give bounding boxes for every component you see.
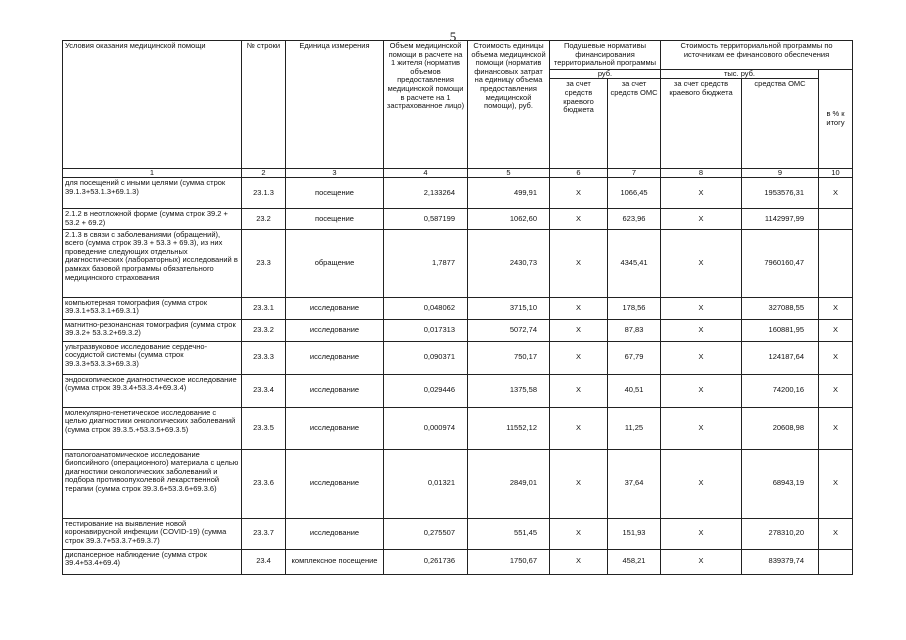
row-label: компьютерная томография (сумма строк 39.3.1+53.3.1+69.3.1) [63, 297, 242, 319]
row-oms-thousand: 20608,98 [742, 407, 819, 449]
column-number: 3 [286, 169, 384, 178]
row-regional-budget-rub: X [550, 209, 608, 229]
row-regional-budget-thousand: X [661, 297, 742, 319]
row-volume: 0,01321 [384, 449, 468, 518]
table-row [63, 407, 853, 449]
row-regional-budget-thousand: X [661, 374, 742, 407]
table-row [63, 209, 853, 229]
table-row [63, 341, 853, 374]
table-row [63, 319, 853, 341]
row-oms-rub: 11,25 [608, 407, 661, 449]
row-oms-thousand: 278310,20 [742, 518, 819, 549]
row-percent: X [819, 407, 853, 449]
row-volume: 0,000974 [384, 407, 468, 449]
row-volume: 0,275507 [384, 518, 468, 549]
medical-care-table [62, 40, 853, 575]
row-oms-rub: 623,96 [608, 209, 661, 229]
row-oms-thousand: 1142997,99 [742, 209, 819, 229]
row-label: тестирование на выявление новой коронавирусной инфекции (COVID-19) (сумма строк 39.3.7+53.3.7+69.3.7) [63, 518, 242, 549]
row-oms-rub: 37,64 [608, 449, 661, 518]
row-regional-budget-rub: X [550, 297, 608, 319]
row-oms-thousand: 68943,19 [742, 449, 819, 518]
row-volume: 0,261736 [384, 549, 468, 574]
table-row [63, 178, 853, 209]
header-program-cost: Стоимость территориальной программы по источникам ее финансового обеспечения [661, 41, 853, 70]
row-regional-budget-thousand: X [661, 407, 742, 449]
row-regional-budget-thousand: X [661, 449, 742, 518]
column-number: 5 [468, 169, 550, 178]
row-unit: исследование [286, 518, 384, 549]
row-cost: 1375,58 [468, 374, 550, 407]
row-number: 23.4 [242, 549, 286, 574]
row-cost: 5072,74 [468, 319, 550, 341]
row-oms-thousand: 124187,64 [742, 341, 819, 374]
row-oms-thousand: 1953576,31 [742, 178, 819, 209]
row-regional-budget-rub: X [550, 549, 608, 574]
row-regional-budget-thousand: X [661, 518, 742, 549]
row-number: 23.3.1 [242, 297, 286, 319]
header-cost: Стоимость единицы объема медицинской помощи (норматив финансовых затрат на единицу объема предоставления медицинской помощи), руб. [468, 41, 550, 169]
row-unit: посещение [286, 209, 384, 229]
row-number: 23.3.7 [242, 518, 286, 549]
row-number: 23.2 [242, 209, 286, 229]
row-volume: 0,587199 [384, 209, 468, 229]
row-cost: 499,91 [468, 178, 550, 209]
row-volume: 0,017313 [384, 319, 468, 341]
row-unit: посещение [286, 178, 384, 209]
table-row [63, 297, 853, 319]
row-regional-budget-thousand: X [661, 209, 742, 229]
row-percent: X [819, 178, 853, 209]
header-unit: Единица измерения [286, 41, 384, 169]
row-regional-budget-rub: X [550, 341, 608, 374]
row-regional-budget-rub: X [550, 229, 608, 297]
row-regional-budget-thousand: X [661, 341, 742, 374]
row-volume: 0,029446 [384, 374, 468, 407]
row-number: 23.3.6 [242, 449, 286, 518]
row-percent: X [819, 297, 853, 319]
row-unit: исследование [286, 297, 384, 319]
table-row [63, 549, 853, 574]
row-label: для посещений с иными целями (сумма строк 39.1.3+53.1.3+69.1.3) [63, 178, 242, 209]
column-number: 4 [384, 169, 468, 178]
row-oms-rub: 87,83 [608, 319, 661, 341]
header-row-no: № строки [242, 41, 286, 169]
row-oms-rub: 67,79 [608, 341, 661, 374]
row-percent: X [819, 319, 853, 341]
row-percent: X [819, 374, 853, 407]
row-number: 23.3 [242, 229, 286, 297]
page-number: 5 [449, 29, 457, 44]
row-cost: 2430,73 [468, 229, 550, 297]
row-cost: 551,45 [468, 518, 550, 549]
row-percent [819, 549, 853, 574]
header-oms-2: средства ОМС [742, 79, 819, 169]
header-per-capita: Подушевые нормативы финансирования территориальной программы [550, 41, 661, 70]
row-volume: 0,048062 [384, 297, 468, 319]
header-percent: в % к итогу [819, 69, 853, 169]
row-regional-budget-thousand: X [661, 549, 742, 574]
row-label: патологоанатомическое исследование биопсийного (операционного) материала с целью диагностики онкологических заболеваний и подбора противоопухолевой лекарственной терапии (сумма строк 39.3.6+53.3.6+69.3.6) [63, 449, 242, 518]
column-number: 8 [661, 169, 742, 178]
row-regional-budget-thousand: X [661, 319, 742, 341]
row-number: 23.3.3 [242, 341, 286, 374]
row-label: магнитно-резонансная томография (сумма строк 39.3.2+ 53.3.2+69.3.2) [63, 319, 242, 341]
row-volume: 1,7877 [384, 229, 468, 297]
header-oms-1: за счет средств ОМС [608, 79, 661, 169]
table-row [63, 518, 853, 549]
row-unit: комплексное посещение [286, 549, 384, 574]
row-label: 2.1.2 в неотложной форме (сумма строк 39.2 + 53.2 + 69.2) [63, 209, 242, 229]
row-percent: X [819, 518, 853, 549]
row-regional-budget-thousand: X [661, 229, 742, 297]
header-conditions: Условия оказания медицинской помощи [63, 41, 242, 169]
row-percent [819, 209, 853, 229]
row-oms-rub: 4345,41 [608, 229, 661, 297]
column-number: 1 [63, 169, 242, 178]
row-number: 23.1.3 [242, 178, 286, 209]
row-oms-thousand: 839379,74 [742, 549, 819, 574]
row-regional-budget-thousand: X [661, 178, 742, 209]
row-number: 23.3.5 [242, 407, 286, 449]
table-row [63, 374, 853, 407]
row-oms-thousand: 74200,16 [742, 374, 819, 407]
row-oms-rub: 40,51 [608, 374, 661, 407]
row-unit: исследование [286, 407, 384, 449]
row-cost: 750,17 [468, 341, 550, 374]
row-regional-budget-rub: X [550, 449, 608, 518]
row-oms-rub: 151,93 [608, 518, 661, 549]
row-cost: 2849,01 [468, 449, 550, 518]
row-oms-thousand: 160881,95 [742, 319, 819, 341]
row-number: 23.3.4 [242, 374, 286, 407]
header-rub: руб. [550, 69, 661, 79]
column-number: 9 [742, 169, 819, 178]
row-oms-rub: 1066,45 [608, 178, 661, 209]
row-regional-budget-rub: X [550, 374, 608, 407]
row-cost: 1750,67 [468, 549, 550, 574]
row-volume: 0,090371 [384, 341, 468, 374]
row-oms-rub: 458,21 [608, 549, 661, 574]
column-number: 2 [242, 169, 286, 178]
row-regional-budget-rub: X [550, 407, 608, 449]
row-cost: 11552,12 [468, 407, 550, 449]
header-thousand-rub: тыс. руб. [661, 69, 819, 79]
row-label: молекулярно-генетическое исследование с целью диагностики онкологических заболеваний (сумма строк 39.3.5.+53.3.5+69.3.5) [63, 407, 242, 449]
row-unit: исследование [286, 319, 384, 341]
row-label: диспансерное наблюдение (сумма строк 39.4+53.4+69.4) [63, 549, 242, 574]
table-row [63, 229, 853, 297]
header-volume: Объем медицинской помощи в расчете на 1 жителя (норматив объемов предоставления медицинской помощи в расчете на 1 застрахованное лицо) [384, 41, 468, 169]
row-volume: 2,133264 [384, 178, 468, 209]
row-cost: 3715,10 [468, 297, 550, 319]
row-oms-thousand: 7960160,47 [742, 229, 819, 297]
row-percent: X [819, 449, 853, 518]
row-label: 2.1.3 в связи с заболеваниями (обращений), всего (сумма строк 39.3 + 53.3 + 69.3), из них проведение следующих отдельных диагностических (лабораторных) исследований в рамках базовой программы обязательного медицинского страхования [63, 229, 242, 297]
row-oms-rub: 178,56 [608, 297, 661, 319]
column-number: 10 [819, 169, 853, 178]
row-percent [819, 229, 853, 297]
row-regional-budget-rub: X [550, 319, 608, 341]
row-unit: обращение [286, 229, 384, 297]
column-number: 7 [608, 169, 661, 178]
row-label: ультразвуковое исследование сердечно-сосудистой системы (сумма строк 39.3.3+53.3.3+69.3.3) [63, 341, 242, 374]
row-cost: 1062,60 [468, 209, 550, 229]
row-unit: исследование [286, 449, 384, 518]
row-regional-budget-rub: X [550, 178, 608, 209]
row-percent: X [819, 341, 853, 374]
column-numbers-row [63, 169, 853, 178]
row-label: эндоскопическое диагностическое исследование (сумма строк 39.3.4+53.3.4+69.3.4) [63, 374, 242, 407]
row-unit: исследование [286, 374, 384, 407]
header-regional-budget-2: за счет средств краевого бюджета [661, 79, 742, 169]
row-unit: исследование [286, 341, 384, 374]
row-regional-budget-rub: X [550, 518, 608, 549]
row-oms-thousand: 327088,55 [742, 297, 819, 319]
header-regional-budget-1: за счет средств краевого бюджета [550, 79, 608, 169]
column-number: 6 [550, 169, 608, 178]
row-number: 23.3.2 [242, 319, 286, 341]
table-row [63, 449, 853, 518]
